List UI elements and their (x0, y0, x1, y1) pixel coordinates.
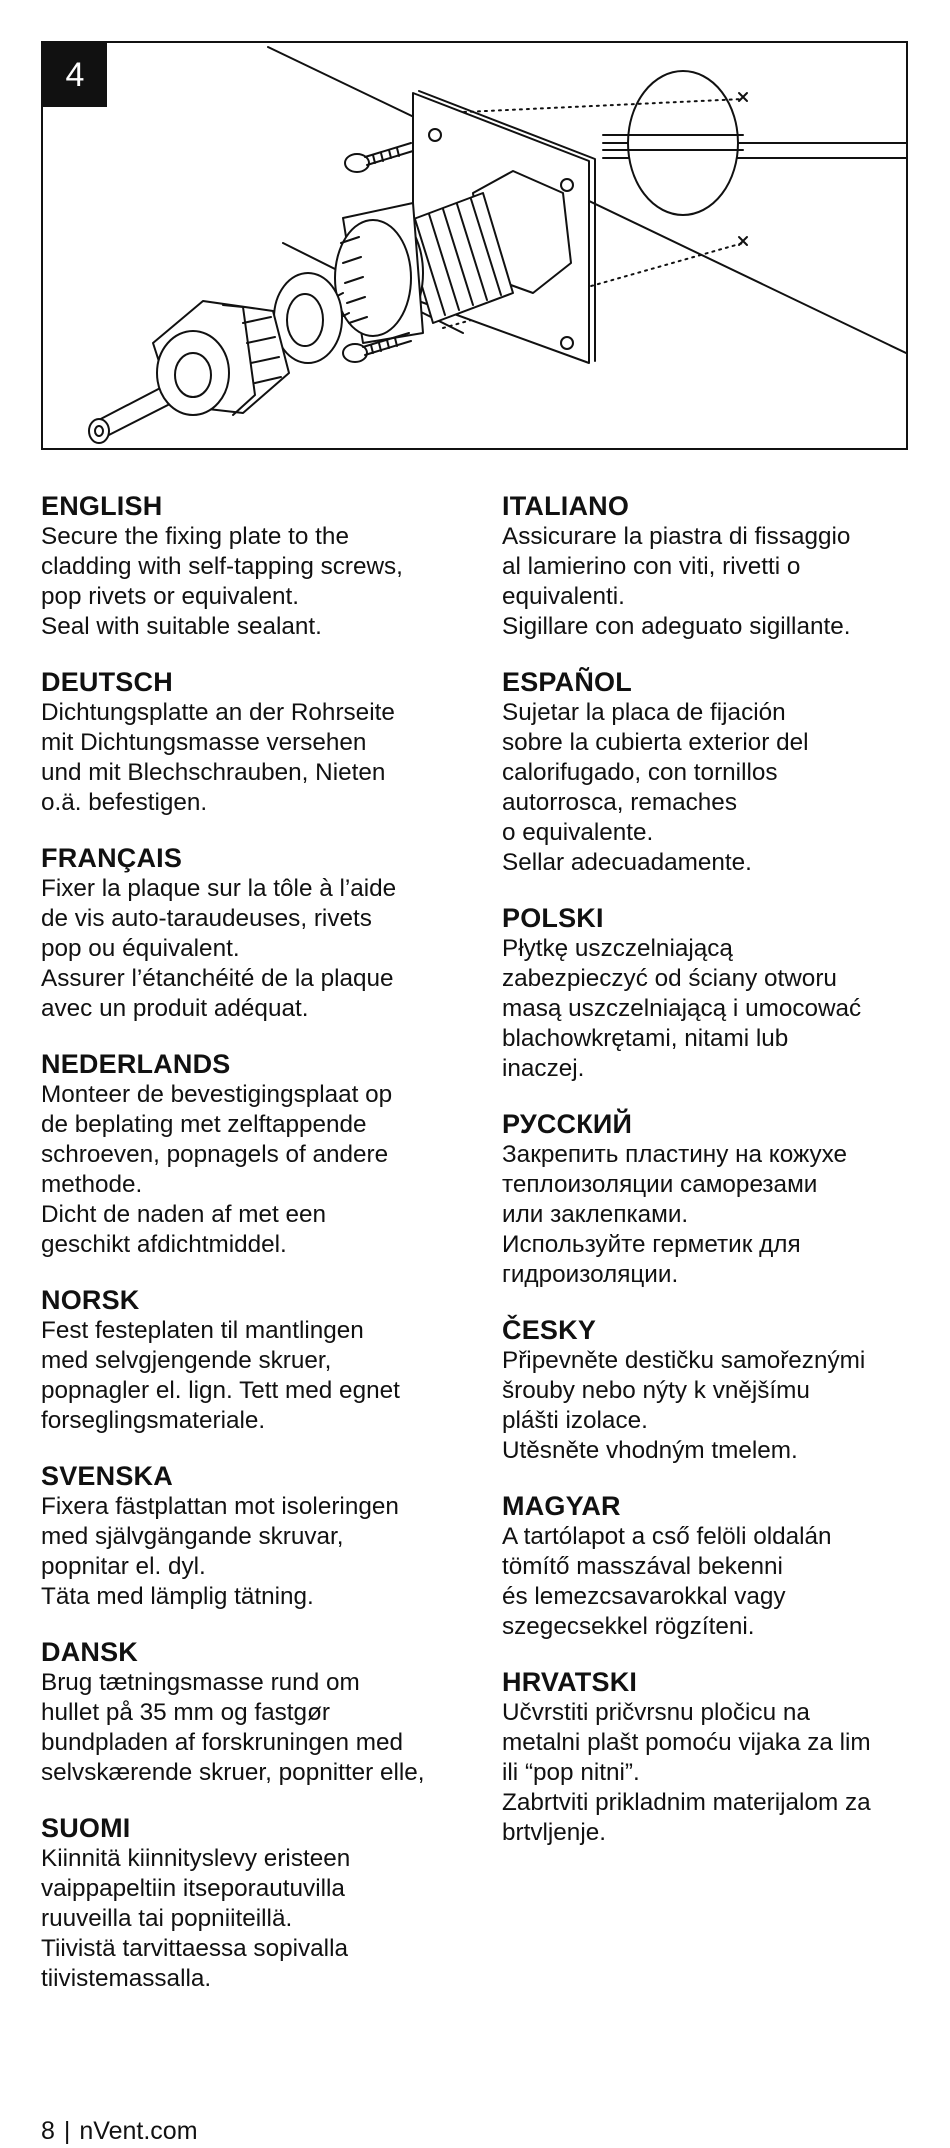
instruction-text: Učvrstiti pričvrsnu pločicu na metalni plašt pomoću vijaka za lim ili “pop nitni”. Zabrtviti prikladnim materijalom za brtvljenje. (502, 1699, 871, 1846)
section-francais (41, 842, 461, 1024)
section-russkiy (502, 1108, 922, 1290)
section-italiano (502, 490, 922, 642)
step-number-badge: 4 (43, 43, 107, 107)
language-heading: DANSK (41, 1637, 139, 1667)
language-heading: РУССКИЙ (502, 1109, 633, 1139)
instruction-text: Brug tætningsmasse rund om hullet på 35 mm og fastgør bundpladen af forskruningen med selvskærende skruer, popnitter elle, (41, 1669, 425, 1786)
language-heading: POLSKI (502, 903, 604, 933)
language-heading: MAGYAR (502, 1491, 621, 1521)
instruction-text: Dichtungsplatte an der Rohrseite mit Dichtungsmasse versehen und mit Blechschrauben, Nieten o.ä. befestigen. (41, 699, 395, 816)
language-heading: SVENSKA (41, 1461, 173, 1491)
section-english (41, 490, 461, 642)
section-suomi (41, 1812, 461, 1994)
installation-figure (41, 41, 908, 450)
instruction-text: Fixera fästplattan mot isoleringen med självgängande skruvar, popnitar el. dyl. Täta med lämplig tätning. (41, 1493, 399, 1610)
language-heading: NORSK (41, 1285, 140, 1315)
instruction-text: Закрепить пластину на кожухе теплоизоляции саморезами или заклепками. Используйте герметик для гидроизоляции. (502, 1141, 848, 1288)
section-norsk (41, 1284, 461, 1436)
section-magyar (502, 1490, 922, 1642)
instruction-text: Monteer de bevestigingsplaat op de beplating met zelftappende schroeven, popnagels of andere methode. Dicht de naden af met een geschikt afdichtmiddel. (41, 1081, 393, 1258)
language-heading: SUOMI (41, 1813, 131, 1843)
section-svenska (41, 1460, 461, 1612)
right-language-column (502, 490, 922, 1872)
instruction-text: Assicurare la piastra di fissaggio al lamierino con viti, rivetti o equivalenti. Sigillare con adeguato sigillante. (502, 523, 851, 640)
footer-separator: | (63, 2117, 71, 2145)
section-hrvatski (502, 1666, 922, 1848)
page-footer (41, 2116, 198, 2146)
language-heading: FRANÇAIS (41, 843, 183, 873)
section-cesky (502, 1314, 922, 1466)
instruction-text: Připevněte destičku samořeznými šrouby nebo nýty k vnějšímu plášti izolace. Utěsněte vhodným tmelem. (502, 1347, 866, 1464)
left-language-column (41, 490, 461, 2018)
instruction-text: Płytkę uszczelniającą zabezpieczyć od ściany otworu masą uszczelniającą i umocować blachowkrętami, nitami lub inaczej. (502, 935, 862, 1082)
instruction-text: Fixer la plaque sur la tôle à l’aide de vis auto-taraudeuses, rivets pop ou équivalent. Assurer l’étanchéité de la plaque avec un produit adéquat. (41, 875, 397, 1022)
gland-assembly-illustration (43, 43, 906, 448)
language-heading: HRVATSKI (502, 1667, 638, 1697)
language-heading: DEUTSCH (41, 667, 173, 697)
footer-website: nVent.com (79, 2117, 198, 2145)
language-heading: ESPAÑOL (502, 667, 632, 697)
language-heading: NEDERLANDS (41, 1049, 231, 1079)
language-heading: ČESKY (502, 1315, 597, 1345)
instruction-text: Fest festeplaten til mantlingen med selvgjengende skruer, popnagler el. lign. Tett med egnet forseglingsmateriale. (41, 1317, 400, 1434)
language-heading: ITALIANO (502, 491, 630, 521)
section-espanol (502, 666, 922, 878)
section-deutsch (41, 666, 461, 818)
section-polski (502, 902, 922, 1084)
section-dansk (41, 1636, 461, 1788)
language-heading: ENGLISH (41, 491, 163, 521)
instruction-text: A tartólapot a cső felöli oldalán tömítő masszával bekenni és lemezcsavarokkal vagy szegecsekkel rögzíteni. (502, 1523, 832, 1640)
page-number: 8 (41, 2117, 55, 2145)
instruction-text: Kiinnitä kiinnityslevy eristeen vaippapeltiin itseporautuvilla ruuveilla tai popniiteillä. Tiivistä tarvittaessa sopivalla tiivistemassalla. (41, 1845, 351, 1992)
instruction-text: Secure the fixing plate to the cladding with self-tapping screws, pop rivets or equivalent. Seal with suitable sealant. (41, 523, 403, 640)
instruction-text: Sujetar la placa de fijación sobre la cubierta exterior del calorifugado, con tornillos autorrosca, remaches o equivalente. Sellar adecuadamente. (502, 699, 809, 876)
section-nederlands (41, 1048, 461, 1260)
